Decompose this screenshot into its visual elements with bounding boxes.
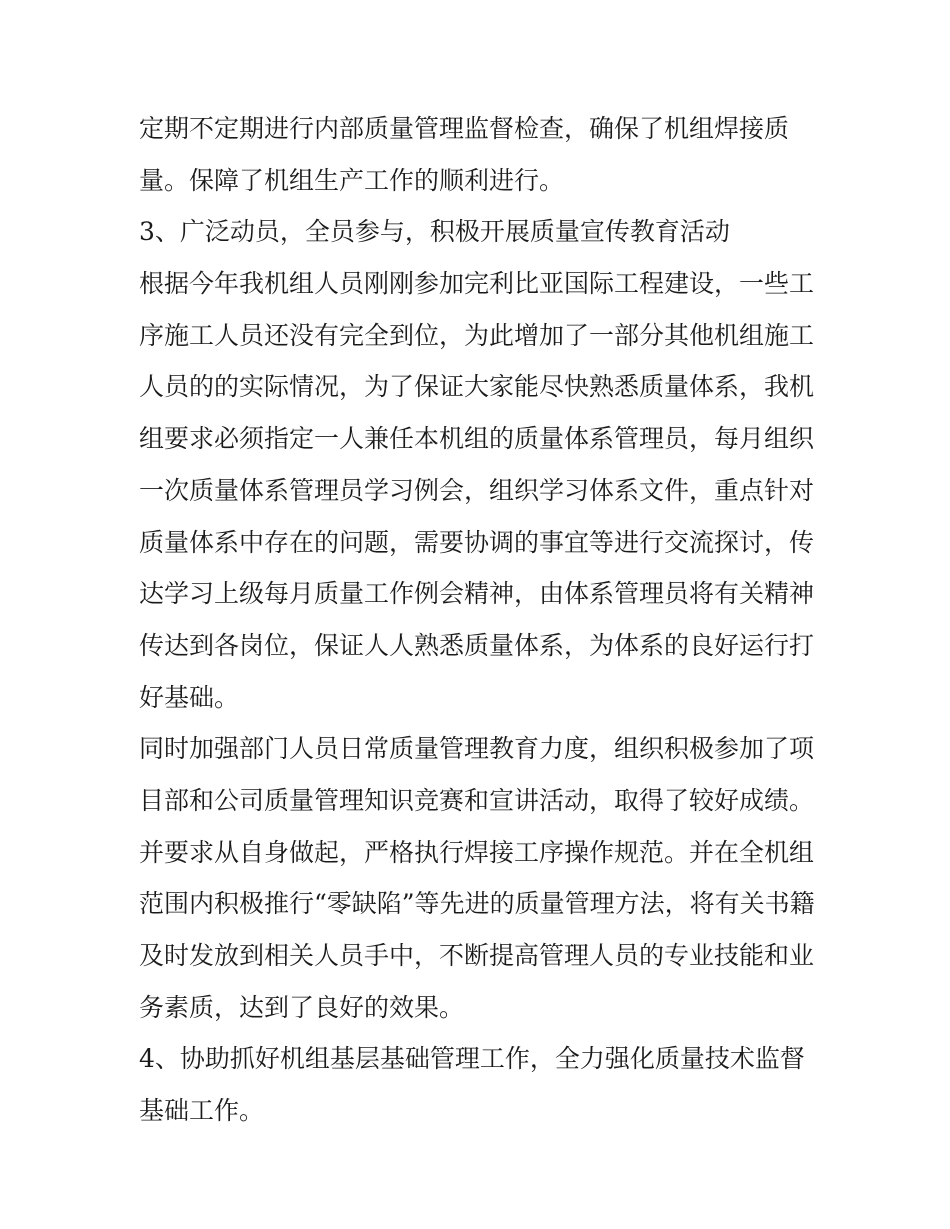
text-line: 同时加强部门人员日常质量管理教育力度，组织积极参加了项 [139, 734, 815, 764]
text-line: 及时发放到相关人员手中，不断提高管理人员的专业技能和业 [139, 941, 815, 970]
text-line: 组要求必须指定一人兼任本机组的质量体系管理员，每月组织 [139, 424, 815, 454]
text-line: 一次质量体系管理员学习例会，组织学习体系文件，重点针对 [139, 475, 815, 505]
text-line: 质量体系中存在的问题，需要协调的事宜等进行交流探讨，传 [139, 527, 815, 557]
text-line: 传达到各岗位，保证人人熟悉质量体系，为体系的良好运行打 [139, 630, 815, 660]
text-line: 好基础。 [139, 682, 240, 712]
text-line: 并要求从自身做起，严格执行焊接工序操作规范。并在全机组 [139, 837, 815, 867]
text-line: 量。保障了机组生产工作的顺利进行。 [139, 165, 565, 195]
text-line: 序施工人员还没有完全到位，为此增加了一部分其他机组施工 [139, 320, 815, 350]
text-line: 人员的的实际情况，为了保证大家能尽快熟悉质量体系，我机 [139, 372, 815, 402]
section-heading-4: 4、协助抓好机组基层基础管理工作，全力强化质量技术监督 [139, 1044, 805, 1074]
text-line: 基础工作。 [139, 1096, 265, 1126]
text-line: 定期不定期进行内部质量管理监督检查，确保了机组焊接质 [139, 114, 790, 143]
text-line: 目部和公司质量管理知识竞赛和宣讲活动，取得了较好成绩。 [139, 785, 815, 815]
document-body [139, 103, 819, 1137]
text-line: 根据今年我机组人员刚刚参加完利比亚国际工程建设，一些工 [139, 269, 815, 299]
text-line: 达学习上级每月质量工作例会精神，由体系管理员将有关精神 [139, 579, 815, 609]
text-line: 务素质，达到了良好的效果。 [139, 992, 465, 1022]
section-heading-3: 3、广泛动员，全员参与，积极开展质量宣传教育活动 [139, 217, 730, 247]
text-line: 范围内积极推行“零缺陷”等先进的质量管理方法，将有关书籍 [139, 889, 815, 919]
